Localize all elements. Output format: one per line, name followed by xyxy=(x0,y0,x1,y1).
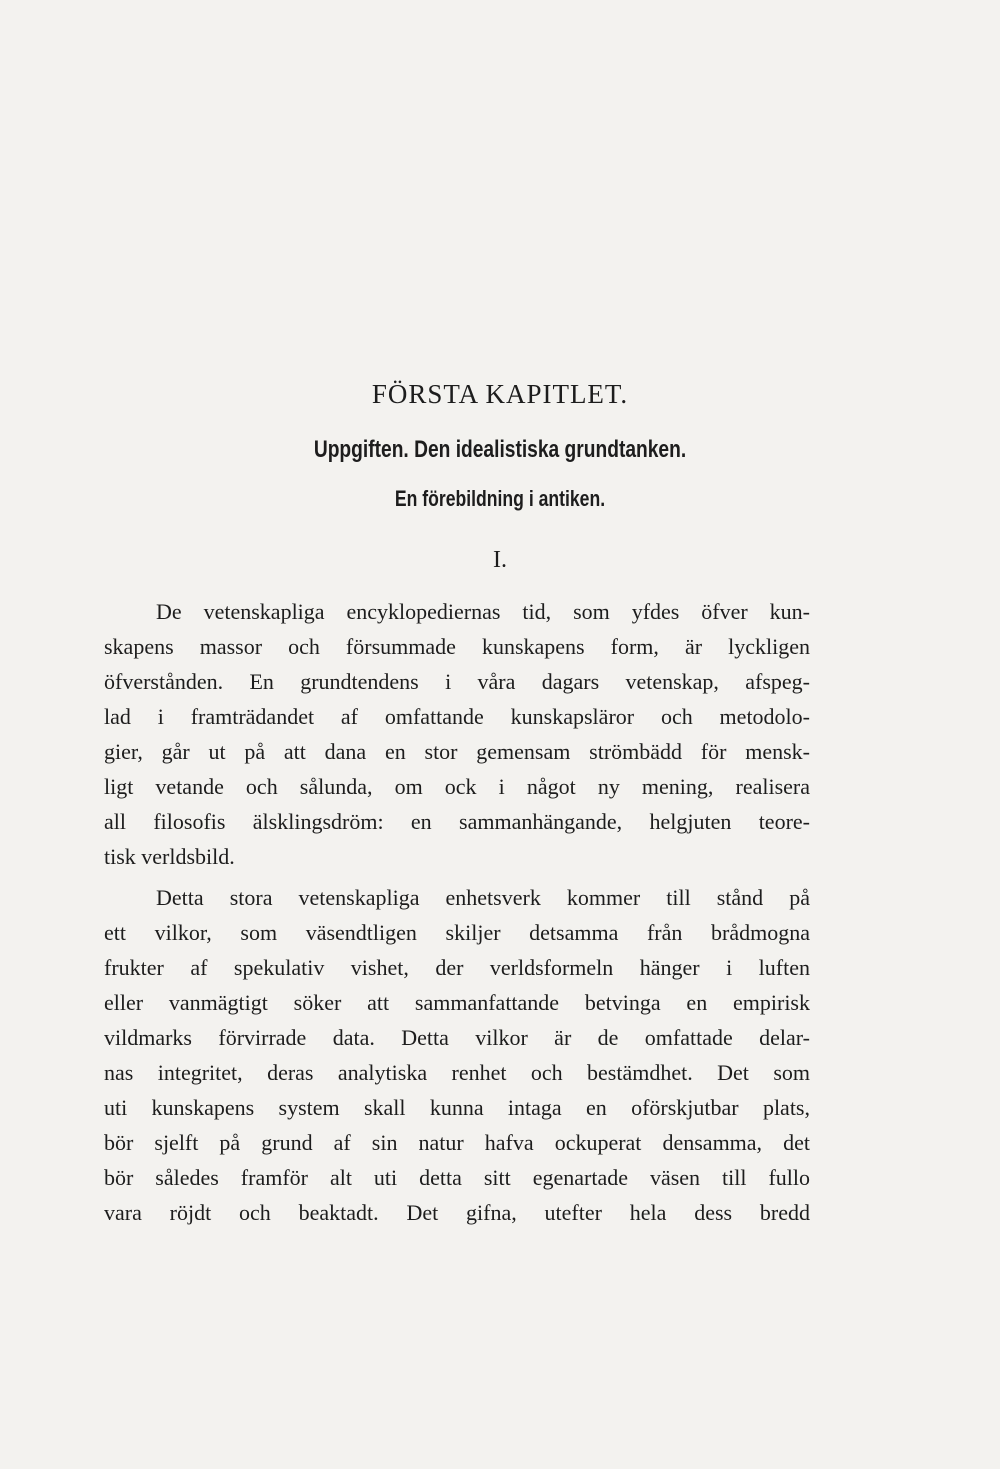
text-line: vildmarks förvirrade data. Detta vilkor är de omfattade delar- xyxy=(104,1025,810,1050)
paragraph-2 xyxy=(104,880,810,1230)
text-line: uti kunskapens system skall kunna intaga en oförskjutbar plats, xyxy=(104,1095,810,1120)
text-line: vara röjdt och beaktadt. Det gifna, utefter hela dess bredd xyxy=(104,1200,810,1225)
section-title: Uppgiften. Den idealistiska grundtanken. xyxy=(313,436,687,463)
part-number: I. xyxy=(493,547,507,573)
section-subtitle: En förebildning i antiken. xyxy=(394,486,606,511)
text-line: Detta stora vetenskapliga enhetsverk kommer till stånd på xyxy=(156,885,810,910)
text-line: tisk verldsbild. xyxy=(104,844,235,869)
paragraph-1 xyxy=(104,594,810,874)
text-line: gier, går ut på att dana en stor gemensam strömbädd för mensk- xyxy=(104,739,810,764)
text-line: öfverstånden. En grundtendens i våra dagars vetenskap, afspeg- xyxy=(104,669,810,694)
text-line: ligt vetande och sålunda, om ock i något ny mening, realisera xyxy=(104,774,810,799)
text-line: all filosofis älsklingsdröm: en sammanhängande, helgjuten teore- xyxy=(104,809,810,834)
text-line: bör således framför alt uti detta sitt egenartade väsen till fullo xyxy=(104,1165,810,1190)
text-line: De vetenskapliga encyklopediernas tid, som yfdes öfver kun- xyxy=(156,599,810,624)
text-line: nas integritet, deras analytiska renhet och bestämdhet. Det som xyxy=(104,1060,810,1085)
text-line: bör sjelft på grund af sin natur hafva ockuperat densamma, det xyxy=(104,1130,810,1155)
text-line: eller vanmägtigt söker att sammanfattande betvinga en empirisk xyxy=(104,990,810,1015)
text-line: ett vilkor, som väsendtligen skiljer detsamma från brådmogna xyxy=(104,920,810,945)
text-line: lad i framträdandet af omfattande kunskapsläror och metodolo- xyxy=(104,704,810,729)
body-text xyxy=(104,594,810,1230)
chapter-heading: FÖRSTA KAPITLET. xyxy=(371,379,629,409)
text-line: frukter af spekulativ vishet, der verldsformeln hänger i luften xyxy=(104,955,810,980)
text-line: skapens massor och försummade kunskapens form, är lyckligen xyxy=(104,634,810,659)
